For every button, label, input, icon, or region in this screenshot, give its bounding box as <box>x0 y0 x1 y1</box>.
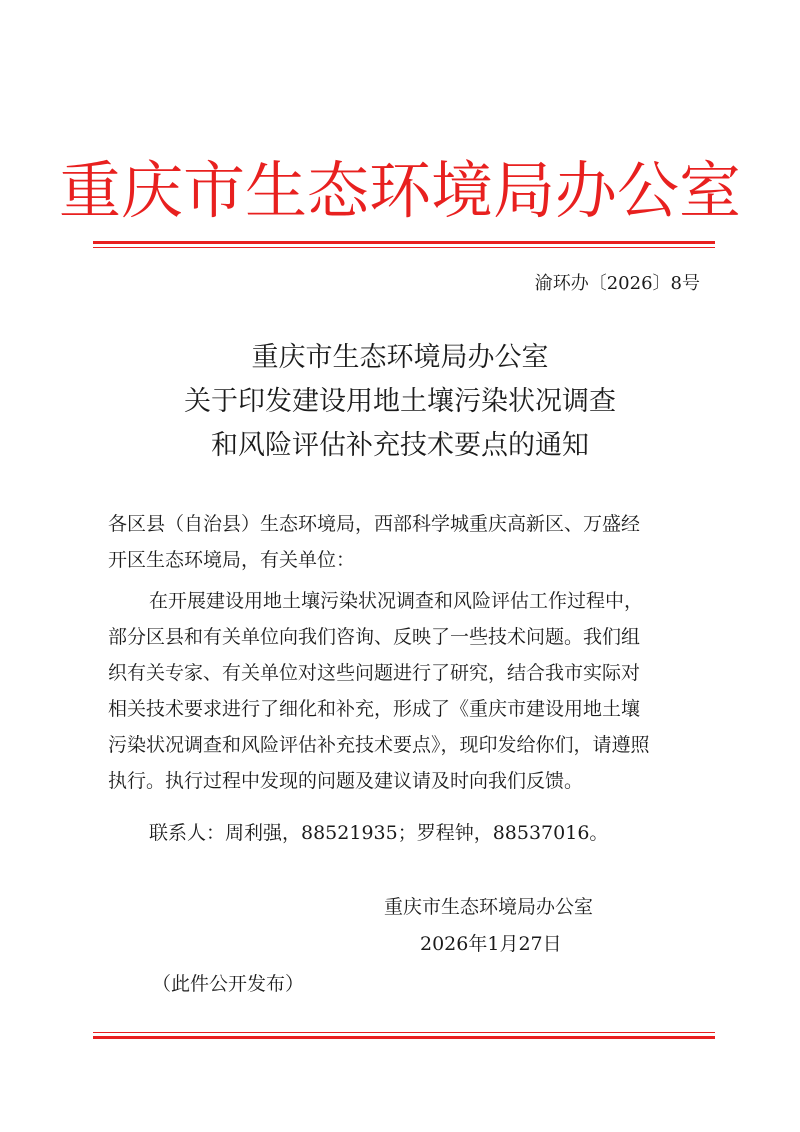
signer: 重庆市生态环境局办公室 <box>384 896 594 918</box>
masthead-rule-thick <box>93 241 715 244</box>
document-number: 渝环办〔2026〕8号 <box>534 273 700 294</box>
title-line-2: 关于印发建设用地土壤污染状况调查 <box>184 386 616 417</box>
body-line: 在开展建设用地土壤污染状况调查和风险评估工作过程中， <box>149 590 644 612</box>
masthead-rule-thin <box>93 247 715 248</box>
body-line: 执行。执行过程中发现的问题及建议请及时向我们反馈。 <box>108 770 584 792</box>
addressee-line: 各区县（自治县）生态环境局，西部科学城重庆高新区、万盛经 <box>108 513 641 535</box>
title-line-3: 和风险评估补充技术要点的通知 <box>211 430 589 461</box>
issue-date: 2026年1月27日 <box>420 933 562 955</box>
contact-line <box>108 815 708 851</box>
addressee-line: 开区生态环境局，有关单位： <box>108 549 356 571</box>
body-paragraph <box>108 583 708 799</box>
footer-rule-thin <box>93 1032 715 1033</box>
body-line: 部分区县和有关单位向我们咨询、反映了一些技术问题。我们组 <box>108 626 641 648</box>
masthead-issuer: 重庆市生态环境局办公室 <box>58 154 741 227</box>
body-line: 污染状况调查和风险评估补充技术要点》，现印发给你们，请遵照 <box>108 734 650 756</box>
footer-rule-thick <box>93 1036 715 1039</box>
body-line: 织有关专家、有关单位对这些问题进行了研究，结合我市实际对 <box>108 662 641 684</box>
public-release-note: （此件公开发布） <box>152 973 305 995</box>
addressee <box>108 506 708 578</box>
title-line-1: 重庆市生态环境局办公室 <box>251 342 549 373</box>
body-line: 相关技术要求进行了细化和补充，形成了《重庆市建设用地土壤 <box>108 698 641 720</box>
contact-text: 联系人：周利强，88521935；罗程钟，88537016。 <box>149 822 609 844</box>
